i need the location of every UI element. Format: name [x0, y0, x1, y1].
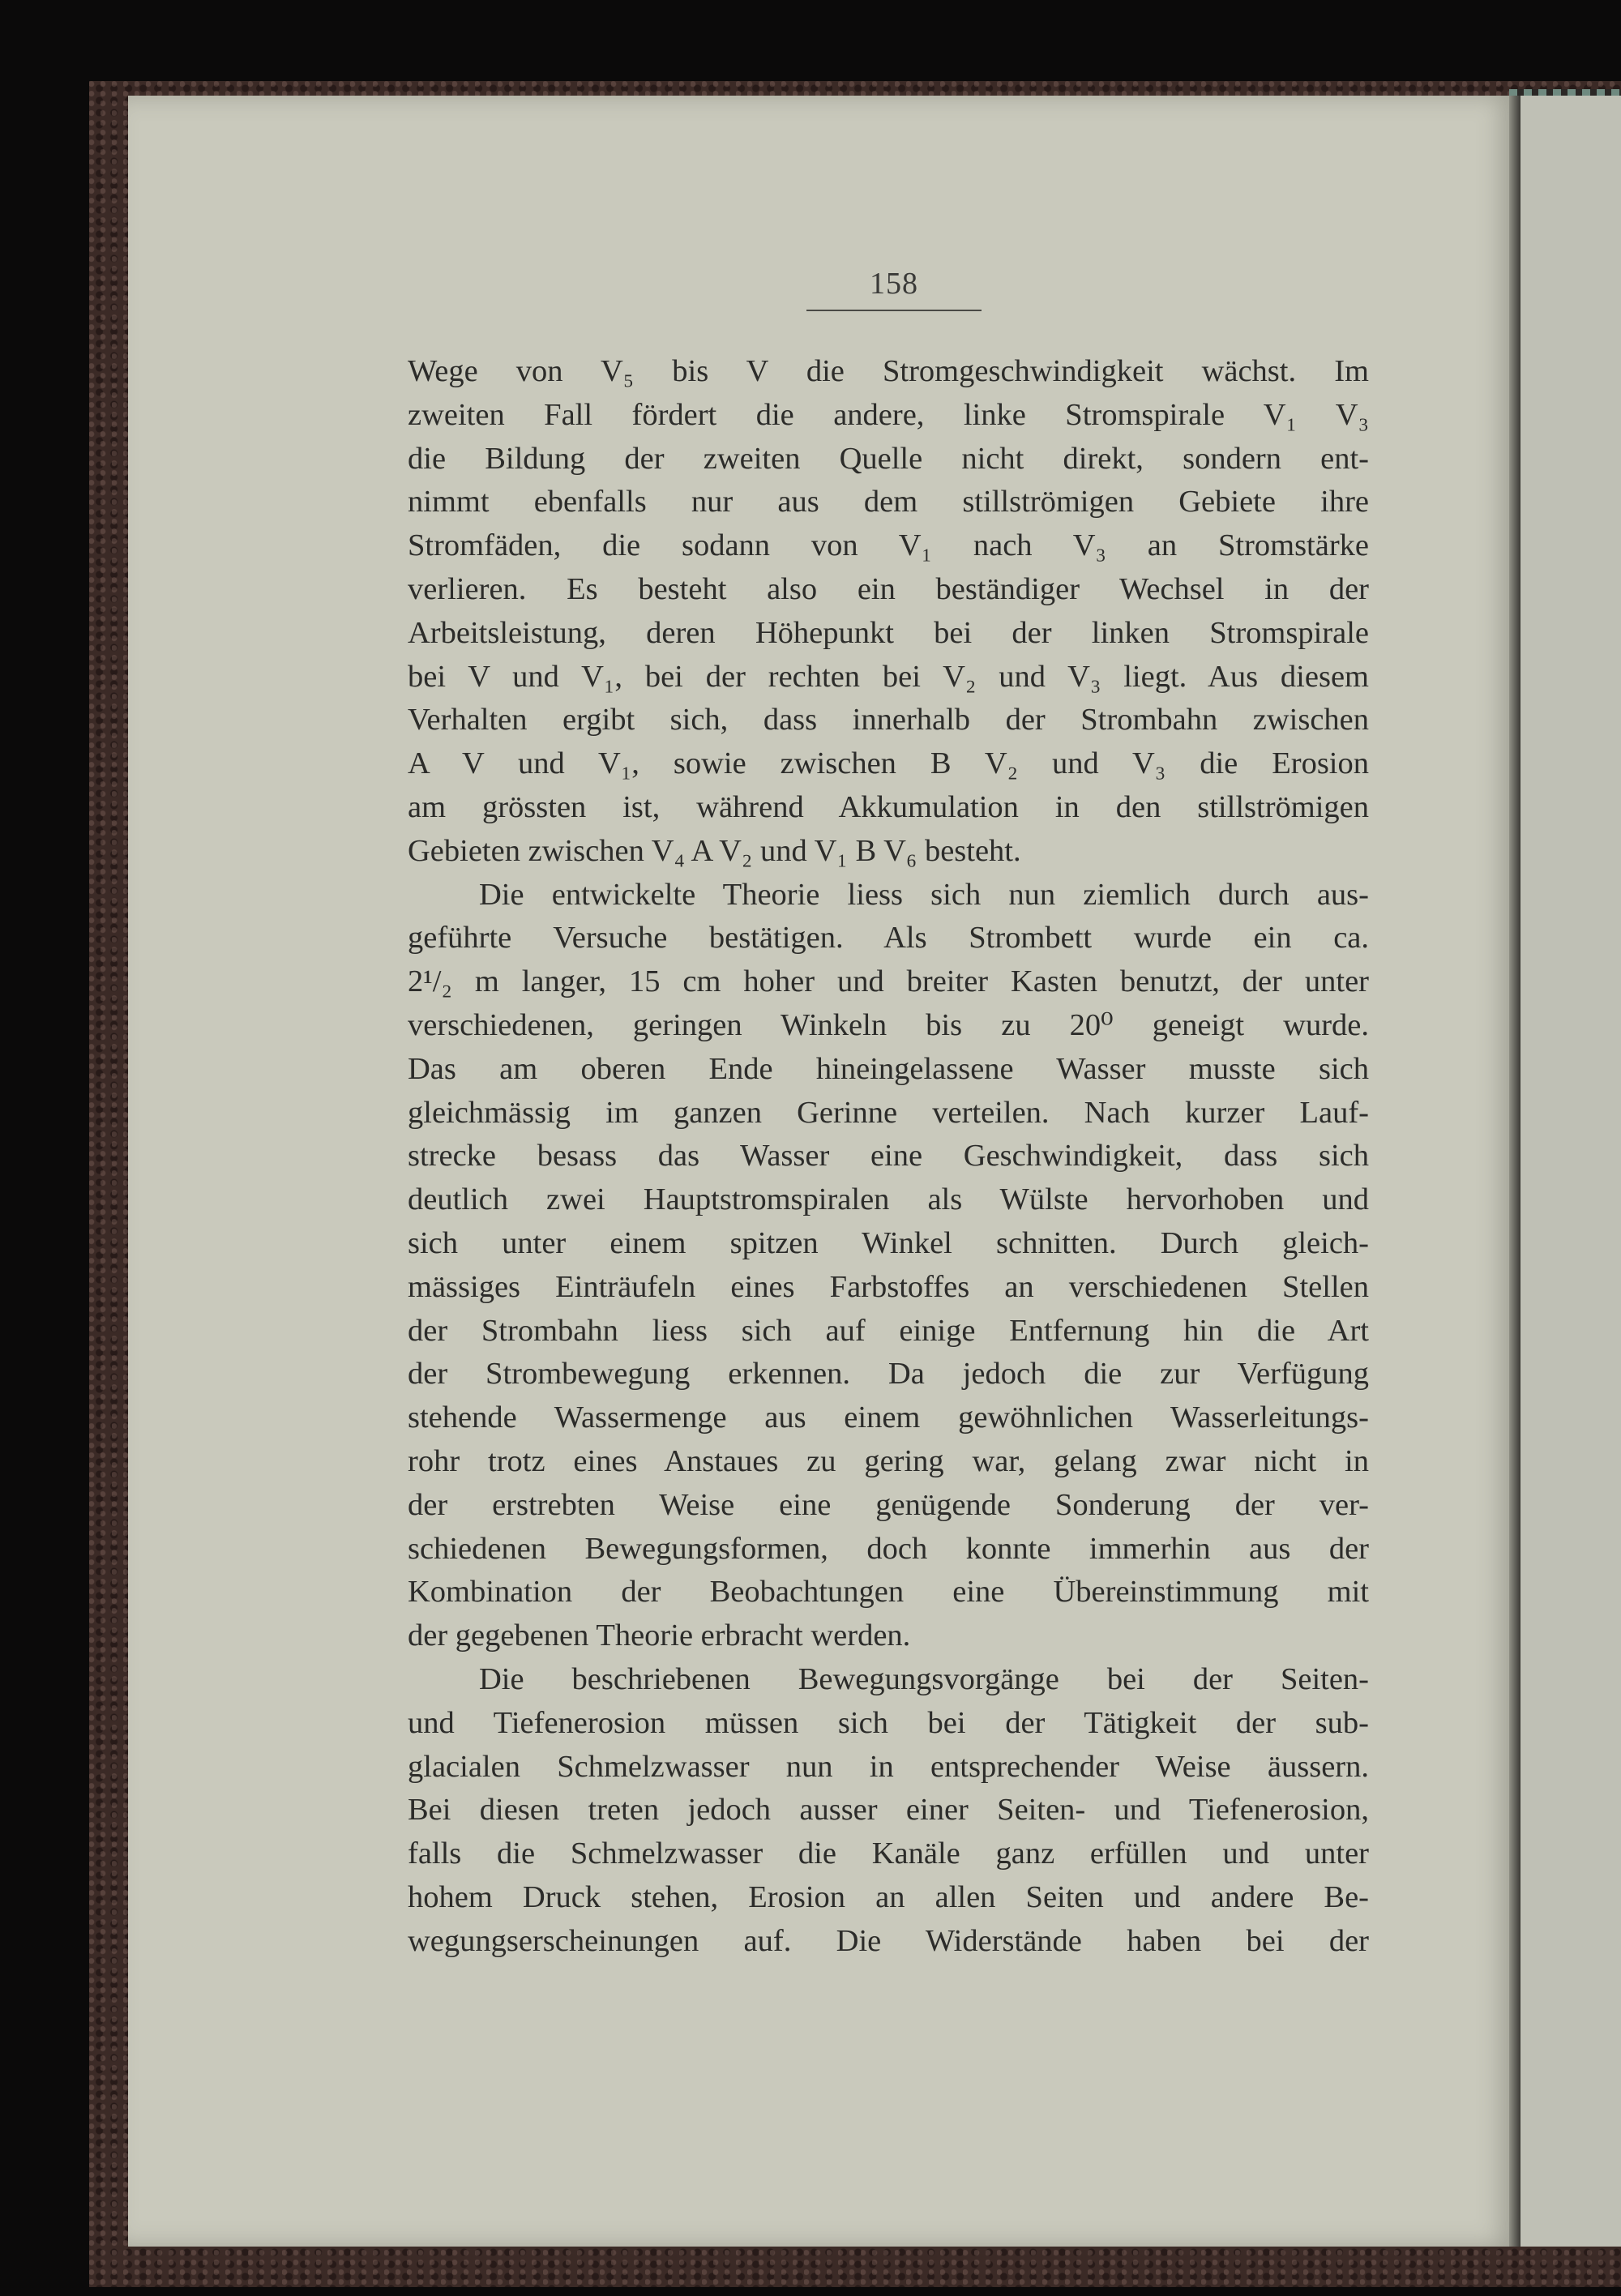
page-header — [806, 264, 982, 311]
text-line: bei V und V₁, bei der rechten bei V₂ und V₃ liegt. Aus diesem — [408, 659, 1369, 694]
text-line: sich unter einem spitzen Winkel schnitten. Durch gleich- — [408, 1225, 1369, 1260]
text-line: Wege von V₅ bis V die Stromgeschwindigkeit wächst. Im — [408, 354, 1369, 388]
text-line: deutlich zwei Hauptstromspiralen als Wülste hervorhoben und — [408, 1182, 1369, 1217]
text-line: zweiten Fall fördert die andere, linke Stromspirale V₁ V₃ — [408, 397, 1369, 432]
text-line: geführte Versuche bestätigen. Als Strombett wurde ein ca. — [408, 921, 1369, 956]
text-line: verlieren. Es besteht also ein beständiger Wechsel in der — [408, 571, 1369, 606]
text-line: Arbeitsleistung, deren Höhepunkt bei der linken Stromspirale — [408, 615, 1369, 650]
text-line: Das am oberen Ende hineingelassene Wasser musste sich — [408, 1051, 1369, 1086]
text-line: Kombination der Beobachtungen eine Übereinstimmung mit — [408, 1575, 1369, 1610]
text-line: Stromfäden, die sodann von V₁ nach V₃ an Stromstärke — [408, 528, 1369, 563]
text-line: Gebieten zwischen V₄ A V₂ und V₁ B V₆ besteht. — [408, 833, 1021, 868]
text-line: die Bildung der zweiten Quelle nicht direkt, sondern ent- — [408, 441, 1369, 476]
text-line: der gegebenen Theorie erbracht werden. — [408, 1618, 911, 1653]
facing-page-edge — [1520, 96, 1621, 2247]
text-line: stehende Wassermenge aus einem gewöhnlichen Wasserleitungs- — [408, 1400, 1369, 1435]
page-gutter — [1509, 96, 1520, 2247]
text-line: am grössten ist, während Akkumulation in den stillströmigen — [408, 789, 1369, 824]
text-line: strecke besass das Wasser eine Geschwindigkeit, dass sich — [408, 1139, 1369, 1174]
text-line: der erstrebten Weise eine genügende Sonderung der ver- — [408, 1487, 1369, 1522]
text-line: und Tiefenerosion müssen sich bei der Tätigkeit der sub- — [408, 1705, 1369, 1740]
text-line: 2¹/₂ m langer, 15 cm hoher und breiter Kasten benutzt, der unter — [408, 964, 1369, 999]
text-line: Die entwickelte Theorie liess sich nun ziemlich durch aus- — [479, 877, 1369, 912]
text-line: Bei diesen treten jedoch ausser einer Seiten- und Tiefenerosion, — [408, 1793, 1369, 1828]
text-line: wegungserscheinungen auf. Die Widerstände haben bei der — [408, 1923, 1369, 1958]
text-line: schiedenen Bewegungsformen, doch konnte immerhin aus der — [408, 1531, 1369, 1566]
header-rule — [806, 310, 982, 311]
text-line: glacialen Schmelzwasser nun in entsprechender Weise äussern. — [408, 1749, 1369, 1784]
text-line: Die beschriebenen Bewegungsvorgänge bei der Seiten- — [479, 1661, 1369, 1696]
text-line: falls die Schmelzwasser die Kanäle ganz erfüllen und unter — [408, 1836, 1369, 1871]
text-line: hohem Druck stehen, Erosion an allen Seiten und andere Be- — [408, 1879, 1369, 1914]
text-line: rohr trotz eines Anstaues zu gering war, gelang zwar nicht in — [408, 1443, 1369, 1478]
text-line: Verhalten ergibt sich, dass innerhalb der Strombahn zwischen — [408, 703, 1369, 738]
text-line: mässiges Einträufeln eines Farbstoffes an verschiedenen Stellen — [408, 1269, 1369, 1304]
text-line: der Strombahn liess sich auf einige Entfernung hin die Art — [408, 1313, 1369, 1348]
body-text — [408, 350, 1369, 1963]
page-number: 158 — [870, 267, 918, 301]
text-line: nimmt ebenfalls nur aus dem stillströmigen Gebiete ihre — [408, 485, 1369, 519]
text-line: A V und V₁, sowie zwischen B V₂ und V₃ die Erosion — [408, 746, 1369, 781]
text-line: verschiedenen, geringen Winkeln bis zu 20⁰ geneigt wurde. — [408, 1007, 1369, 1042]
text-line: gleichmässig im ganzen Gerinne verteilen. Nach kurzer Lauf- — [408, 1095, 1369, 1130]
text-line: der Strombewegung erkennen. Da jedoch die zur Verfügung — [408, 1357, 1369, 1392]
